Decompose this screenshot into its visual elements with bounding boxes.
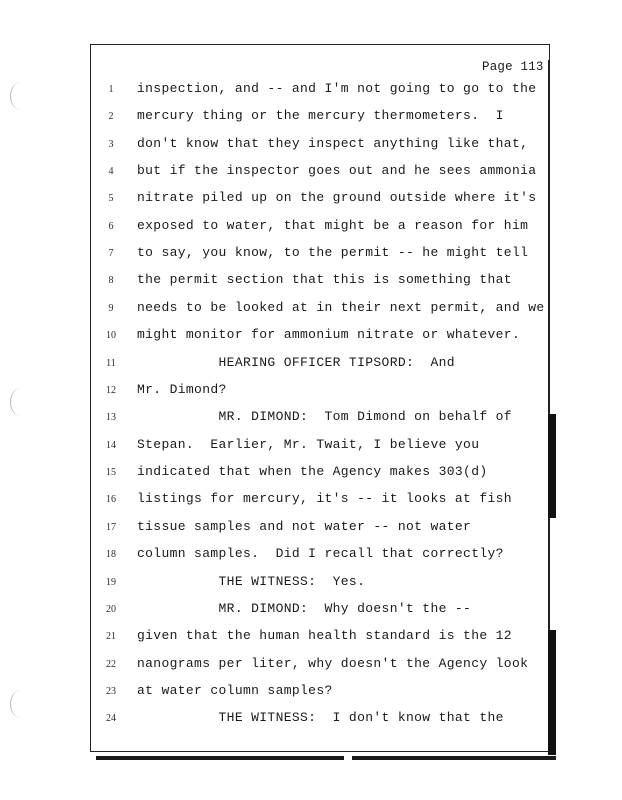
transcript-line [0,491,622,511]
page-number: Page 113 [482,60,544,74]
line-text: to say, you know, to the permit -- he might tell [137,245,529,260]
line-number: 15 [106,467,116,478]
line-number: 23 [106,686,116,697]
line-text: mercury thing or the mercury thermometers. I [137,108,504,123]
line-text: MR. DIMOND: Why doesn't the -- [137,601,472,616]
transcript-line [0,628,622,648]
transcript-line [0,245,622,265]
line-number: 16 [106,494,116,505]
line-number: 11 [106,358,116,369]
transcript-line [0,108,622,128]
line-number: 12 [106,385,116,396]
line-number: 24 [106,713,116,724]
line-text: column samples. Did I recall that correctly? [137,546,504,561]
transcript-line [0,710,622,730]
transcript-line [0,382,622,402]
line-text: given that the human health standard is the 12 [137,628,512,643]
line-text: don't know that they inspect anything like that, [137,136,529,151]
line-text: Mr. Dimond? [137,382,227,397]
line-number: 22 [106,659,116,670]
line-text: needs to be looked at in their next permit, and we [137,300,545,315]
line-text: but if the inspector goes out and he sees ammonia [137,163,537,178]
line-text: listings for mercury, it's -- it looks at fish [137,491,512,506]
transcript-line [0,409,622,429]
line-text: inspection, and -- and I'm not going to go to the [137,81,537,96]
line-number: 18 [106,549,116,560]
transcript-line [0,327,622,347]
line-text: at water column samples? [137,683,333,698]
line-text: MR. DIMOND: Tom Dimond on behalf of [137,409,512,424]
transcript-line [0,272,622,292]
transcript-line [0,136,622,156]
line-number: 19 [106,577,116,588]
line-text: might monitor for ammonium nitrate or whatever. [137,327,521,342]
line-number: 21 [106,631,116,642]
transcript-line [0,683,622,703]
line-number: 8 [108,275,114,286]
transcript-line [0,437,622,457]
transcript-line [0,601,622,621]
line-text: the permit section that this is something that [137,272,512,287]
line-number: 5 [108,193,114,204]
line-text: THE WITNESS: I don't know that the [137,710,504,725]
transcript-line [0,190,622,210]
line-number: 3 [108,139,114,150]
line-number: 14 [106,440,116,451]
line-number: 4 [108,166,114,177]
transcript-line [0,163,622,183]
line-number: 20 [106,604,116,615]
transcript-line [0,81,622,101]
line-number: 17 [106,522,116,533]
line-number: 7 [108,248,114,259]
transcript-line [0,519,622,539]
line-number: 2 [108,111,114,122]
transcript-line [0,300,622,320]
line-text: nitrate piled up on the ground outside where it's [137,190,537,205]
line-text: THE WITNESS: Yes. [137,574,366,589]
line-number: 6 [108,221,114,232]
line-number: 13 [106,412,116,423]
line-text: indicated that when the Agency makes 303(d) [137,464,488,479]
transcript-line [0,574,622,594]
transcript-line [0,355,622,375]
line-text: Stepan. Earlier, Mr. Twait, I believe you [137,437,480,452]
transcript-line [0,546,622,566]
transcript-line [0,464,622,484]
line-number: 9 [108,303,114,314]
transcript-line [0,218,622,238]
line-number: 10 [106,330,116,341]
line-text: nanograms per liter, why doesn't the Agency look [137,656,529,671]
line-text: exposed to water, that might be a reason for him [137,218,529,233]
line-number: 1 [108,84,114,95]
line-text: HEARING OFFICER TIPSORD: And [137,355,455,370]
line-text: tissue samples and not water -- not water [137,519,472,534]
transcript-line [0,656,622,676]
